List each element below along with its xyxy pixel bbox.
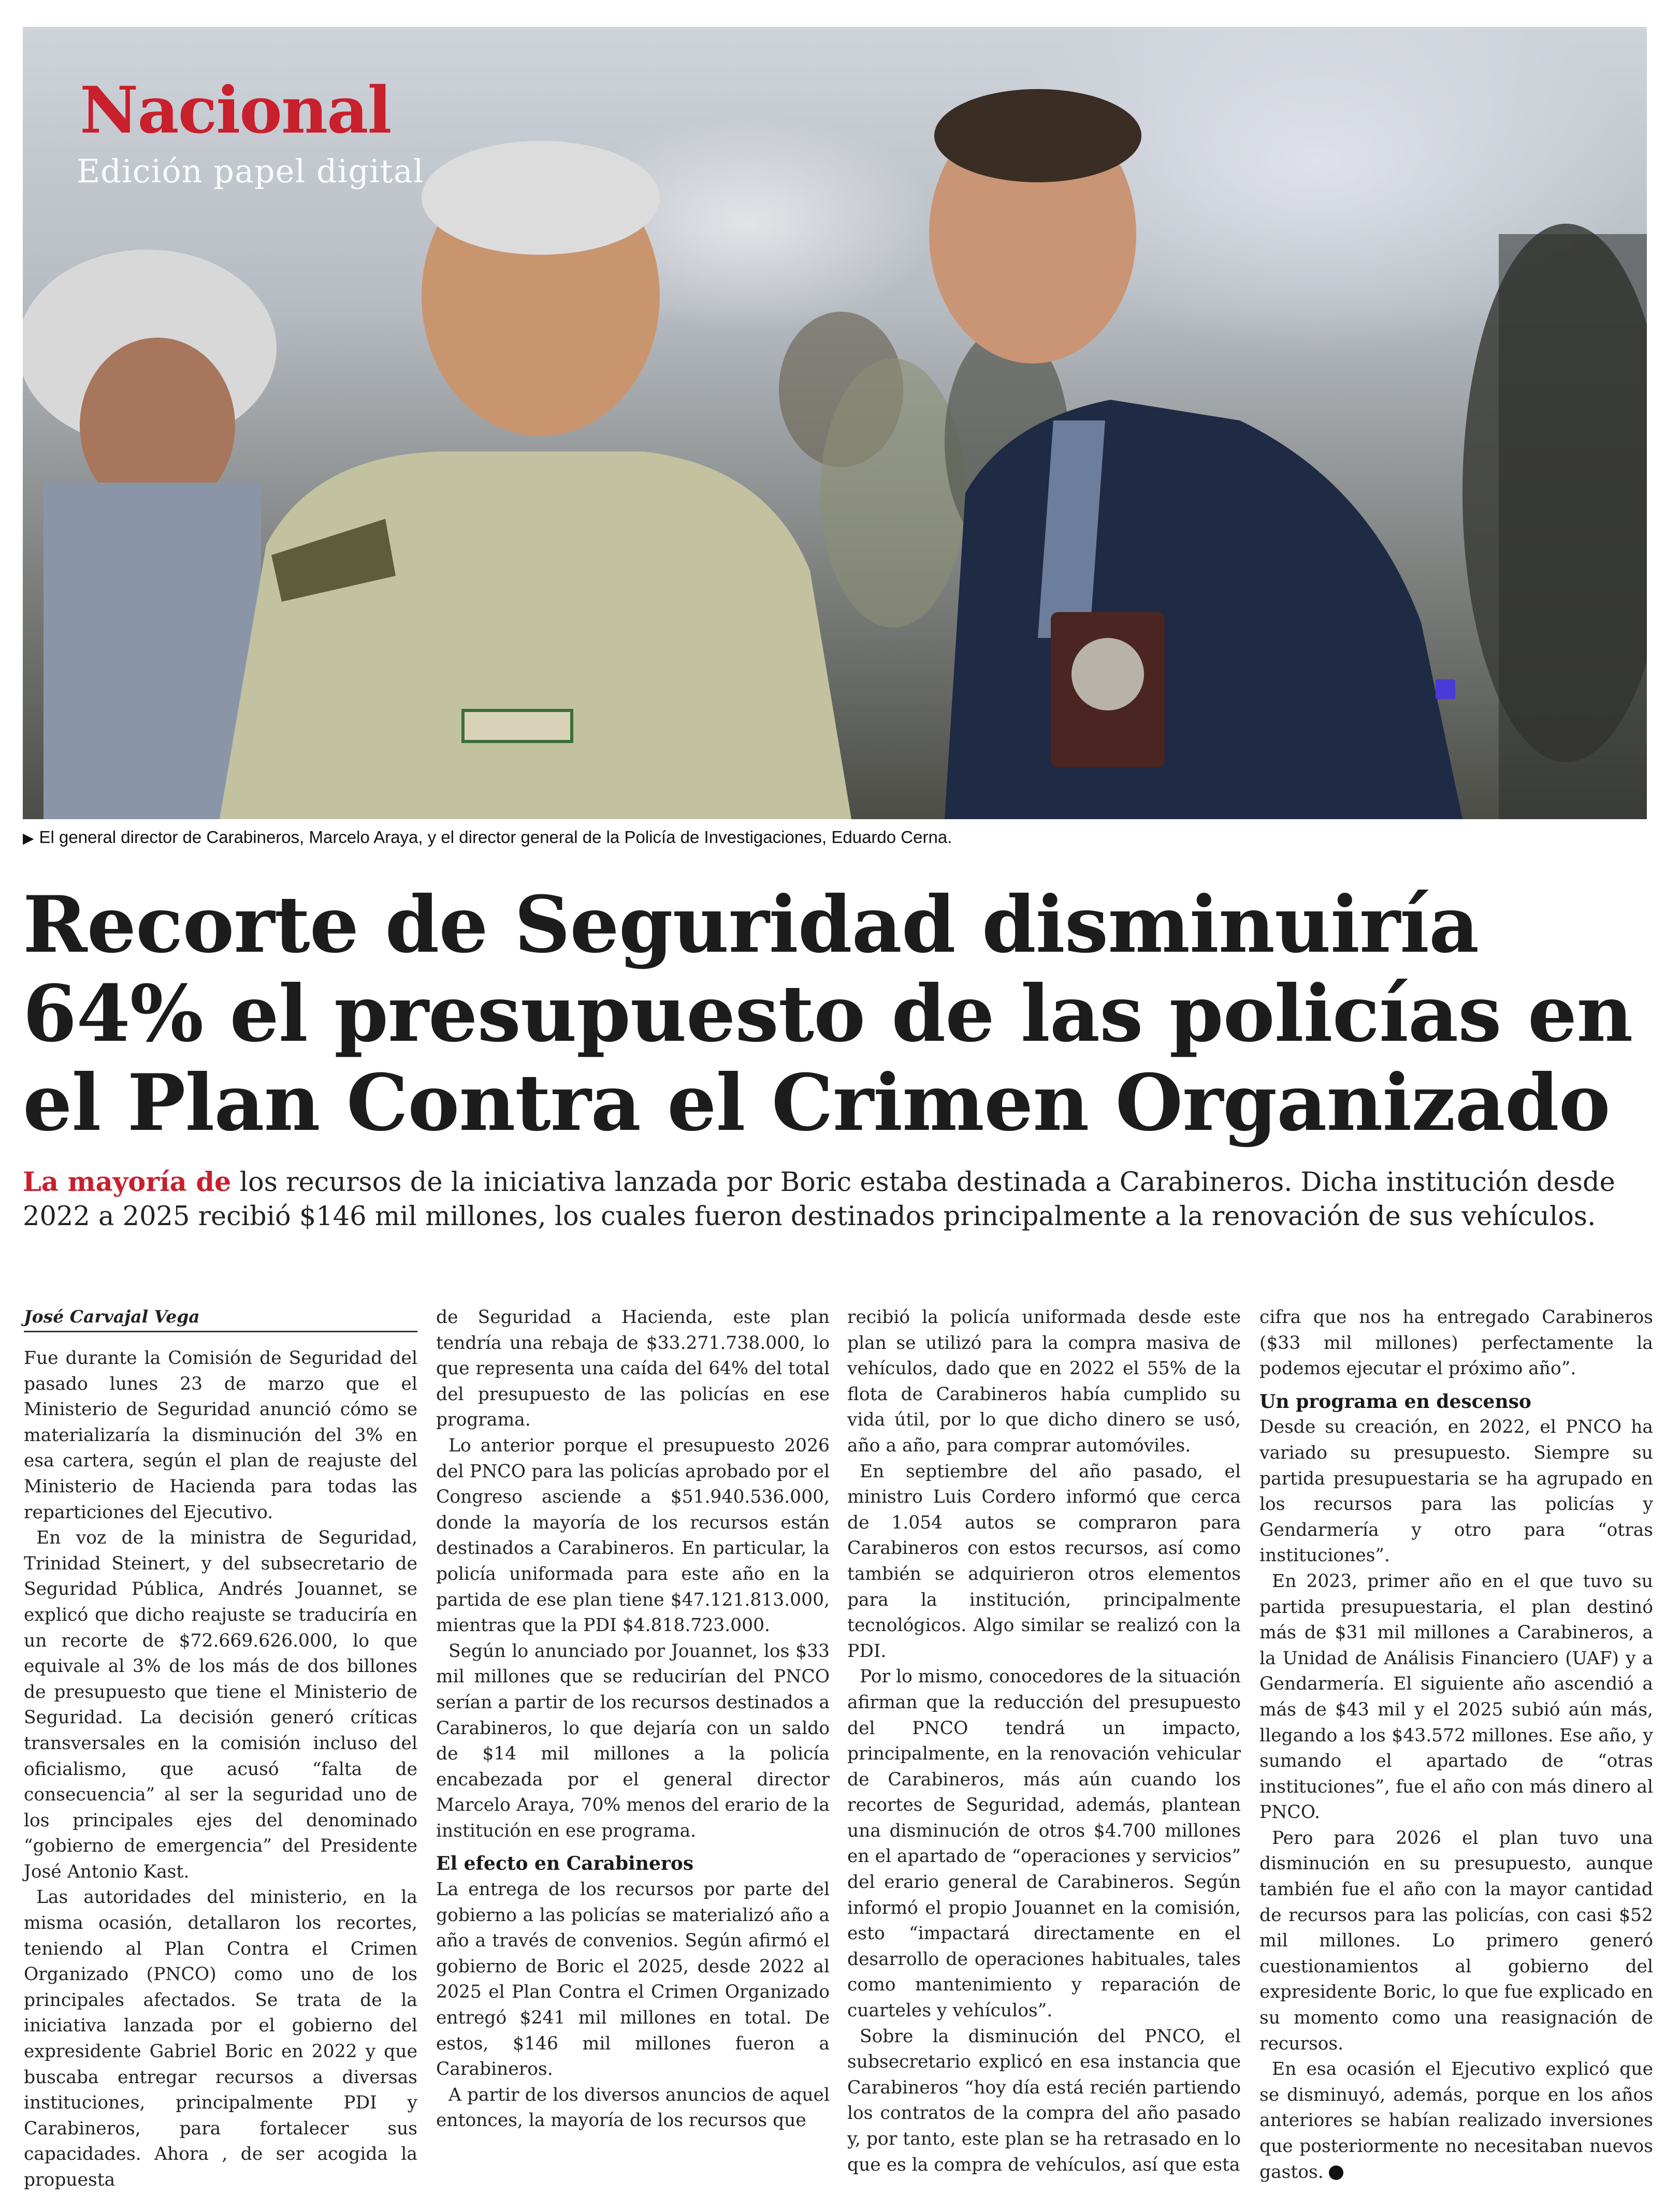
paragraph: Sobre la disminución del PNCO, el subsecretario explicó en esa instancia que Carabineros “hoy día está recién partiendo los contratos de la compra del año pasado y, por tanto, este plan se ha retrasado en lo que es la compra de vehículos, así que esta — [847, 2026, 1241, 2175]
subhead-programa: Un programa en descenso — [1259, 1390, 1531, 1413]
subhead-carabineros: El efecto en Carabineros — [436, 1853, 694, 1875]
paragraph: Según lo anunciado por Jouannet, los $33 mil millones que se reducirían del PNCO serían a partir de los recursos destinados a Carabineros, lo que dejaría con un saldo de $14 mil millones a la policía encabezada por el general director Marcelo Araya, 70% menos del erario de la institución en ese programa. — [436, 1640, 830, 1841]
author-byline: José Carvajal Vega — [24, 1305, 417, 1332]
headline-line-3: el Plan Contra el Crimen Organizado — [23, 1057, 1610, 1148]
photo-marker-icon — [1436, 679, 1455, 699]
paragraph: Fue durante la Comisión de Seguridad del pasado lunes 23 de marzo que el Ministerio de Seguridad anunció cómo se materializaría la disminución del 3% en esa cartera, según el plan de reajuste del Ministerio de Hacienda para todas las reparticiones del Ejecutivo. — [24, 1348, 417, 1523]
paragraph: En voz de la ministra de Seguridad, Trinidad Steinert, y del subsecretario de Seguridad Pública, Andrés Jouannet, se explicó que dicho reajuste se traduciría en un recorte de $72.669.626.000, lo que equivale al 3% de los más de dos billones de presupuesto que tiene el Ministerio de Seguridad. La decisión generó críticas transversales en la comisión incluso del oficialismo, que acusó “falta de consecuencia” al ser la seguridad uno de los principales ejes del denominado “gobierno de emergencia” del Presidente José Antonio Kast. — [24, 1528, 417, 1882]
end-mark-icon — [1329, 2165, 1343, 2180]
caption-arrow-icon: ▶ — [23, 830, 34, 846]
section-masthead: Nacional — [80, 73, 391, 148]
edition-label: Edición papel digital — [77, 152, 424, 190]
paragraph: de Seguridad a Hacienda, este plan tendría una rebaja de $33.271.738.000, lo que representa una caída del 64% del total del presupuesto de las policías en ese programa. — [436, 1307, 830, 1431]
paragraph: En septiembre del año pasado, el ministro Luis Cordero informó que cerca de 1.054 autos se compraron para Carabineros con estos recursos, así como también se adquirieron otros elementos para la institución, principalmente tecnológicos. Algo similar se realizó con la PDI. — [847, 1461, 1241, 1662]
paragraph-last-text: En esa ocasión el Ejecutivo explicó que se disminuyó, además, porque en los años anteriores se habían realizado inversiones que posteriormente no necesitaban nuevos gastos. — [1259, 2059, 1653, 2183]
caption-text: El general director de Carabineros, Marcelo Araya, y el director general de la Policía de Investigaciones, Eduardo Cerna. — [39, 827, 952, 847]
column-1 — [24, 1305, 417, 2193]
paragraph: Las autoridades del ministerio, en la misma ocasión, detallaron los recortes, teniendo al Plan Contra el Crimen Organizado (PNCO) como uno de los principales afectados. Se trata de la iniciativa lanzada por el gobierno del expresidente Gabriel Boric en 2022 y que buscaba entregar recursos a diversas instituciones, principalmente PDI y Carabineros, para fortalecer sus capacidades. Ahora , de ser acogida la propuesta — [24, 1887, 417, 2190]
column-3 — [847, 1305, 1241, 2178]
paragraph: A partir de los diversos anuncios de aquel entonces, la mayoría de los recursos que — [436, 2084, 830, 2131]
deck-lead: La mayoría de — [23, 1167, 231, 1198]
paragraph: Lo anterior porque el presupuesto 2026 del PNCO para las policías aprobado por el Congreso asciende a $51.940.536.000, donde la mayoría de los recursos están destinados a Carabineros. En particular, la policía uniformada para este año en la partida de ese plan tiene $47.121.813.000, mientras que la PDI $4.818.723.000. — [436, 1435, 830, 1636]
paragraph: En 2023, primer año en el que tuvo su partida presupuestaria, el plan destinó más de $31 mil millones a Carabineros, a la Unidad de Análisis Financiero (UAF) y a Gendarmería. El siguiente año ascendió a más de $43 mil y el 2025 subió aún más, llegando a los $43.572 millones. Ese año, y sumando el apartado de “otras instituciones”, fue el año con más dinero al PNCO. — [1259, 1571, 1653, 1823]
column-2 — [436, 1305, 830, 2134]
column-4 — [1259, 1305, 1653, 2185]
paragraph: Desde su creación, en 2022, el PNCO ha variado su presupuesto. Siempre su partida presupuestaria se ha agrupado en los recursos para las policías y Gendarmería y otro para “otras instituciones”. — [1259, 1417, 1653, 1566]
paragraph: cifra que nos ha entregado Carabineros ($33 mil millones) perfectamente la podemos ejecutar el próximo año”. — [1259, 1307, 1653, 1379]
deck-text-1: los recursos de la iniciativa lanzada por Boric estaba destinada a Carabineros. Dicha institución desde — [231, 1167, 1615, 1198]
paragraph: recibió la policía uniformada desde este plan se utilizó para la compra masiva de vehículos, dado que en 2022 el 55% de la flota de Carabineros había cumplido su vida útil, por lo que dicho dinero se usó, año a año, para comprar automóviles. — [847, 1307, 1241, 1456]
photo-caption — [23, 827, 1647, 847]
headline-line-1: Recorte de Seguridad disminuiría — [23, 879, 1479, 970]
deck-line-1 — [23, 1165, 1649, 1200]
headline — [23, 880, 1649, 1147]
lead-photo — [23, 27, 1647, 819]
deck — [23, 1165, 1649, 1234]
paragraph: Por lo mismo, conocedores de la situación afirman que la reducción del presupuesto del PNCO tendrá un impacto, principalmente, en la renovación vehicular de Carabineros, más aún cuando los recortes de Seguridad, además, plantean una disminución de otros $4.700 millones en el apartado de “operaciones y servicios” del erario general de Carabineros. Según informó el propio Jouannet en la comisión, esto “impactará directamente en el desarrollo de operaciones habituales, tales como mantenimiento y reparación de cuarteles y vehículos”. — [847, 1666, 1241, 2022]
headline-line-2: 64% el presupuesto de las policías en — [23, 968, 1633, 1059]
paragraph-last — [1259, 2057, 1653, 2185]
paragraph: Pero para 2026 el plan tuvo una disminución en su presupuesto, aunque también fue el año con la mayor cantidad de recursos para las policías, con casi $52 mil millones. Lo primero generó cuestionamientos al gobierno del expresidente Boric, lo que fue explicado en su momento como una reasignación de recursos. — [1259, 1827, 1653, 2054]
paragraph: La entrega de los recursos por parte del gobierno a las policías se materializó año a año a través de convenios. Según afirmó el gobierno de Boric el 2025, desde 2022 al 2025 el Plan Contra el Crimen Organizado entregó $241 mil millones en total. De estos, $146 mil millones fueron a Carabineros. — [436, 1879, 830, 2080]
deck-line-2: 2022 a 2025 recibió $146 mil millones, los cuales fueron destinados principalmente a la renovación de sus vehículos. — [23, 1201, 1596, 1232]
